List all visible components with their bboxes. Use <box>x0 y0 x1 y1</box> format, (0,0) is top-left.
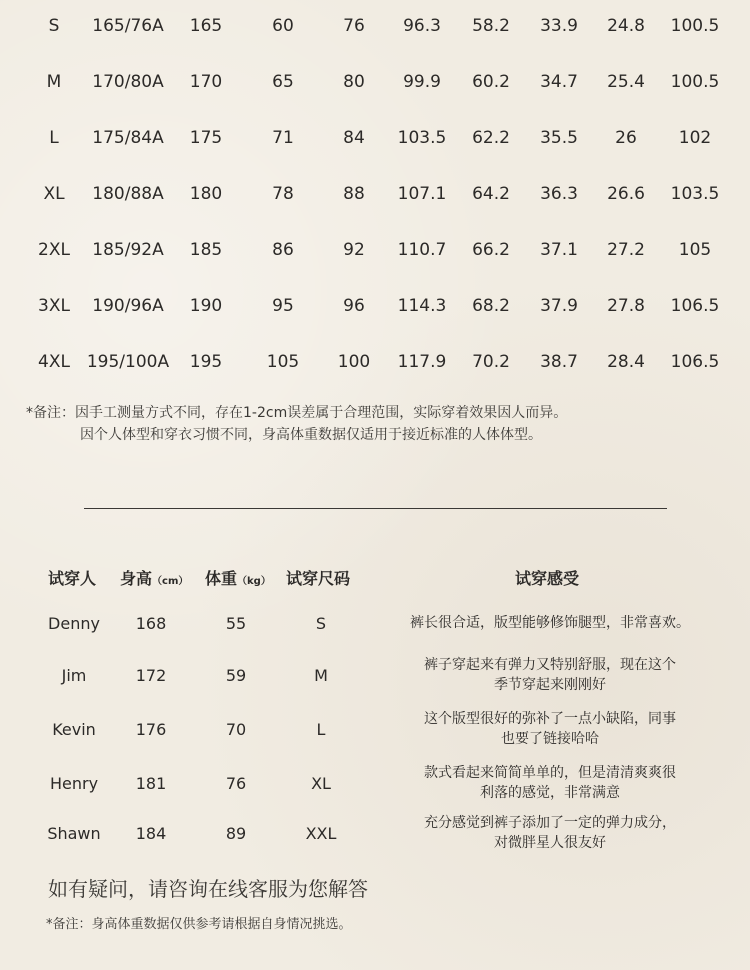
size-value-cell: 33.9 <box>540 16 578 36</box>
size-row <box>0 280 750 336</box>
size-label-cell: 3XL <box>38 296 70 316</box>
size-value-cell: 96 <box>343 296 365 316</box>
size-value-cell: 58.2 <box>472 16 510 36</box>
fit-name-cell: Henry <box>49 773 99 793</box>
size-value-cell: 76 <box>343 16 365 36</box>
size-value-cell: 84 <box>343 128 365 148</box>
size-value-cell: 175/84A <box>92 128 164 148</box>
header-feedback: 试穿感受 <box>515 569 580 588</box>
fit-height-cell: 168 <box>135 613 167 633</box>
fit-feedback-cell <box>380 808 720 858</box>
size-value-cell: 34.7 <box>540 72 578 92</box>
size-value-cell: 86 <box>272 240 294 260</box>
fit-table-row <box>0 808 750 858</box>
size-value-cell: 170/80A <box>92 72 164 92</box>
header-weight-label: 体重 <box>205 569 238 588</box>
size-value-cell: 71 <box>272 128 294 148</box>
size-value-cell: 175 <box>189 128 223 148</box>
size-value-cell: 37.1 <box>540 240 578 260</box>
size-value-cell: 24.8 <box>607 16 645 36</box>
size-value-cell: 114.3 <box>397 296 447 316</box>
feedback-line: 这个版型很好的弥补了一点小缺陷，同事 <box>424 711 676 727</box>
size-value-cell: 64.2 <box>472 184 510 204</box>
header-height <box>120 566 188 589</box>
size-value-cell: 25.4 <box>607 72 645 92</box>
fit-feedback-cell <box>380 758 720 808</box>
size-note-line-2: 因个人体型和穿衣习惯不同，身高体重数据仅适用于接近标准的人体体型。 <box>80 427 542 443</box>
fit-table-row <box>0 598 750 648</box>
feedback-line: 利落的感觉，非常满意 <box>480 785 620 801</box>
size-value-cell: 106.5 <box>670 296 720 316</box>
feedback-line: 款式看起来简简单单的，但是清清爽爽很 <box>424 765 676 781</box>
size-value-cell: 28.4 <box>607 352 645 372</box>
size-value-cell: 165 <box>189 16 223 36</box>
size-chart-note <box>26 402 567 446</box>
size-value-cell: 88 <box>343 184 365 204</box>
header-height-unit: （cm） <box>152 576 189 587</box>
size-value-cell: 65 <box>272 72 294 92</box>
header-weight <box>205 566 271 589</box>
size-value-cell: 180/88A <box>92 184 164 204</box>
size-value-cell: 195 <box>189 352 223 372</box>
fit-weight-cell: 59 <box>225 665 247 685</box>
size-note-line-1: *备注：因手工测量方式不同，存在1-2cm误差属于合理范围，实际穿着效果因人而异。 <box>26 405 568 421</box>
size-value-cell: 100.5 <box>670 16 720 36</box>
size-label-cell: 2XL <box>38 240 70 260</box>
size-value-cell: 27.8 <box>607 296 645 316</box>
bottom-note: *备注：身高体重数据仅供参考请根据自身情况挑选。 <box>46 917 352 932</box>
size-value-cell: 107.1 <box>397 184 447 204</box>
size-value-cell: 110.7 <box>397 240 447 260</box>
feedback-line: 季节穿起来刚刚好 <box>494 677 606 693</box>
fit-table-row <box>0 758 750 808</box>
fit-height-cell: 184 <box>135 823 167 843</box>
fit-feedback-cell <box>380 704 720 754</box>
fit-table-row <box>0 650 750 700</box>
size-value-cell: 103.5 <box>670 184 720 204</box>
header-name: 试穿人 <box>48 569 97 588</box>
size-value-cell: 96.3 <box>403 16 441 36</box>
size-value-cell: 100.5 <box>670 72 720 92</box>
size-value-cell: 103.5 <box>397 128 447 148</box>
size-value-cell: 100 <box>337 352 371 372</box>
fit-size-cell: XL <box>311 773 331 793</box>
fit-height-cell: 181 <box>135 773 167 793</box>
size-value-cell: 26 <box>615 128 637 148</box>
feedback-line: 裤长很合适，版型能够修饰腿型，非常喜欢。 <box>410 615 690 631</box>
fit-table-row <box>0 704 750 754</box>
header-size: 试穿尺码 <box>286 569 351 588</box>
size-value-cell: 195/100A <box>86 352 170 372</box>
header-height-label: 身高 <box>120 569 153 588</box>
size-label-cell: L <box>49 128 59 148</box>
size-value-cell: 36.3 <box>540 184 578 204</box>
feedback-line: 充分感觉到裤子添加了一定的弹力成分， <box>424 815 676 831</box>
size-label-cell: 4XL <box>38 352 70 372</box>
size-value-cell: 105 <box>266 352 300 372</box>
fit-weight-cell: 70 <box>225 719 247 739</box>
fit-size-cell: L <box>316 719 326 739</box>
size-label-cell: XL <box>43 184 65 204</box>
size-value-cell: 180 <box>189 184 223 204</box>
fit-name-cell: Kevin <box>52 719 96 739</box>
size-row <box>0 56 750 112</box>
size-value-cell: 95 <box>272 296 294 316</box>
size-value-cell: 105 <box>678 240 712 260</box>
size-row <box>0 112 750 168</box>
size-value-cell: 170 <box>189 72 223 92</box>
size-value-cell: 80 <box>343 72 365 92</box>
fit-name-cell: Shawn <box>47 823 101 843</box>
size-value-cell: 78 <box>272 184 294 204</box>
contact-customer-service-text: 如有疑问，请咨询在线客服为您解答 <box>48 877 368 901</box>
fit-feedback-cell <box>380 598 720 648</box>
size-value-cell: 190/96A <box>92 296 164 316</box>
size-value-cell: 165/76A <box>92 16 164 36</box>
fit-size-cell: XXL <box>305 823 337 843</box>
size-value-cell: 35.5 <box>540 128 578 148</box>
fit-feedback-cell <box>380 650 720 700</box>
fit-weight-cell: 55 <box>225 613 247 633</box>
fit-weight-cell: 76 <box>225 773 247 793</box>
size-value-cell: 106.5 <box>670 352 720 372</box>
fit-height-cell: 176 <box>135 719 167 739</box>
size-value-cell: 185 <box>189 240 223 260</box>
section-divider <box>84 508 667 509</box>
size-value-cell: 102 <box>678 128 712 148</box>
fit-name-cell: Jim <box>61 665 87 685</box>
size-value-cell: 70.2 <box>472 352 510 372</box>
fit-name-cell: Denny <box>48 613 100 633</box>
fit-table-header <box>0 566 750 588</box>
size-value-cell: 27.2 <box>607 240 645 260</box>
fit-weight-cell: 89 <box>225 823 247 843</box>
size-value-cell: 92 <box>343 240 365 260</box>
feedback-line: 对微胖星人很友好 <box>494 835 606 851</box>
size-value-cell: 26.6 <box>607 184 645 204</box>
feedback-line: 也要了链接哈哈 <box>501 731 599 747</box>
size-value-cell: 117.9 <box>397 352 447 372</box>
size-value-cell: 38.7 <box>540 352 578 372</box>
header-weight-unit: （kg） <box>237 576 271 587</box>
size-value-cell: 68.2 <box>472 296 510 316</box>
size-value-cell: 60 <box>272 16 294 36</box>
size-value-cell: 66.2 <box>472 240 510 260</box>
fit-size-cell: S <box>315 613 327 633</box>
size-row <box>0 224 750 280</box>
size-label-cell: S <box>48 16 60 36</box>
size-value-cell: 60.2 <box>472 72 510 92</box>
size-label-cell: M <box>46 72 62 92</box>
feedback-line: 裤子穿起来有弹力又特别舒服，现在这个 <box>424 657 676 673</box>
size-value-cell: 185/92A <box>92 240 164 260</box>
fit-size-cell: M <box>314 665 328 685</box>
size-row <box>0 336 750 392</box>
size-value-cell: 62.2 <box>472 128 510 148</box>
size-value-cell: 190 <box>189 296 223 316</box>
fit-height-cell: 172 <box>135 665 167 685</box>
size-row <box>0 0 750 56</box>
size-value-cell: 99.9 <box>403 72 441 92</box>
size-value-cell: 37.9 <box>540 296 578 316</box>
size-row <box>0 168 750 224</box>
